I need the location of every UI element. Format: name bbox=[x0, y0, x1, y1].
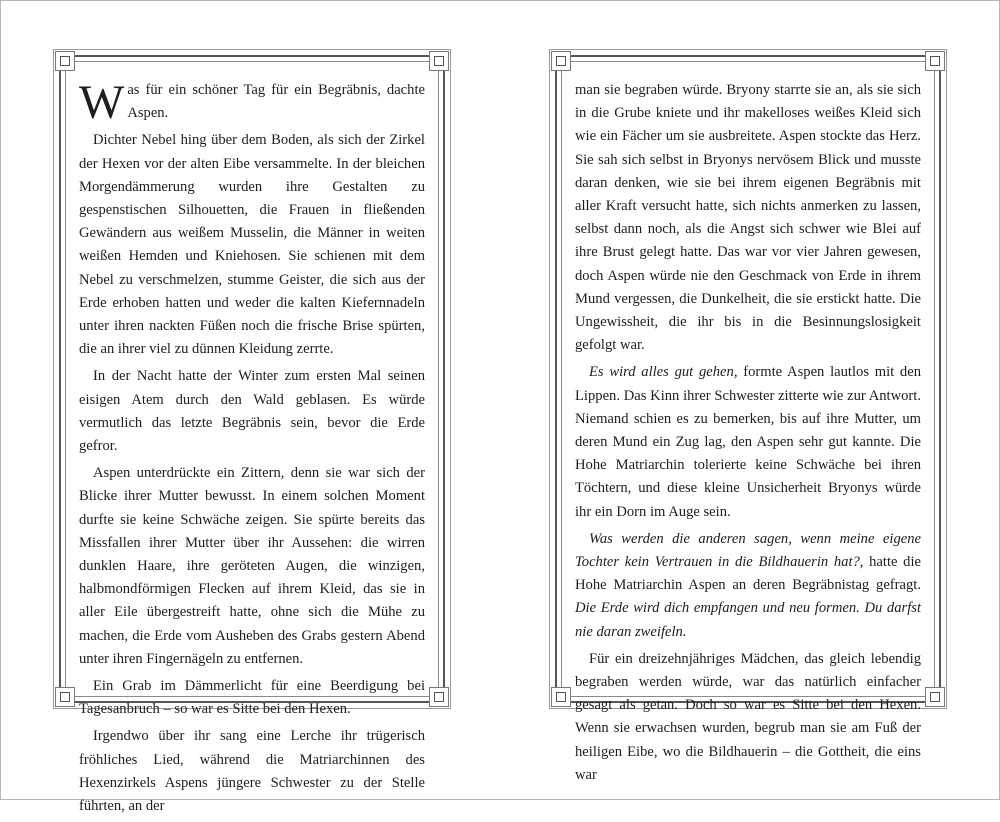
paragraph: Ein Grab im Dämmerlicht für eine Beerdigung bei Tagesanbruch – so war es Sitte bei den Hexen. bbox=[79, 678, 425, 718]
paragraph: Was werden die anderen sagen, wenn meine eigene Tochter kein Vertrauen in die Bildhauerin hat?, hatte die Hohe Matriarchin Aspen an deren Begräbnistag gefragt. Die Erde wird dich empfangen und neu formen. Du darfst nie daran zweifeln. bbox=[575, 530, 921, 640]
frame-corner-ornament bbox=[429, 687, 449, 707]
drop-cap: W bbox=[79, 76, 125, 129]
right-page-text bbox=[575, 79, 921, 791]
paragraph: Aspen unterdrückte ein Zittern, denn sie war sich der Blicke ihrer Mutter bewusst. In einem solchen Moment durfte sie keine Schwäche zeigen. Sie spürte bereits das Missfallen ihrer Mutter über ihr Aussehen: die wirren dunklen Haare, ihre geröteten Augen, die winzigen, halbmondförmigen Flecken auf ihrem Kleid, das sie in aller Eile übergestreift hatte, ohne sich die Mühe zu machen, die Erde vom Ausheben des Grabs gestern Abend unter ihren Fingernägeln zu entfernen. bbox=[79, 465, 425, 667]
right-page bbox=[549, 49, 947, 783]
paragraph: Was für ein schöner Tag für ein Begräbnis, dachte Aspen. bbox=[79, 76, 425, 129]
frame-corner-ornament bbox=[551, 687, 571, 707]
frame-corner-ornament bbox=[429, 51, 449, 71]
frame-corner-ornament bbox=[925, 51, 945, 71]
paragraph: Für ein dreizehnjähriges Mädchen, das gleich lebendig begraben werden würde, war das natürlich einfacher gesagt als getan. Doch so war es Sitte bei den Hexen. Wenn sie erwachsen wurden, begrub man sie am Fuß der heiligen Eibe, wo die Bildhauerin – die Gottheit, die eins war bbox=[575, 650, 921, 783]
frame-corner-ornament bbox=[551, 51, 571, 71]
paragraph: man sie begraben würde. Bryony starrte sie an, als sie sich in die Grube kniete und ihr makelloses weißes Kleid sich wie ein Fächer um sie ausbreitete. Aspen stockte das Herz. Sie sah sich selbst in Bryonys nervösem Blick und musste daran denken, wie sie bei ihrem eigenen Begräbnis mit aller Kraft versucht hatte, sich nichts anmerken zu lassen, selbst dann noch, als die Angst sich schwer wie Blei auf ihre Brust gelegt hatte. Das war vor vier Jahren gewesen, doch Aspen würde nie den Geschmack von Erde in ihrem Mund vergessen, die Dunkelheit, die sie erstickt hatte. Die Ungewissheit, die ihr bis in die Besinnungslosigkeit gefolgt war. bbox=[575, 82, 921, 354]
paragraph: Irgendwo über ihr sang eine Lerche ihr trügerisch fröhliches Lied, während die Matriarchinnen des Hexenzirkels Aspens jüngere Schwester zu der Stelle führten, an der bbox=[79, 728, 425, 815]
paragraph: Es wird alles gut gehen, formte Aspen lautlos mit den Lippen. Das Kinn ihrer Schwester zitterte wie zur Antwort. Niemand schien es zu bemerken, bis auf ihre Mutter, um deren Mund ein Zug lag, den Aspen sehr gut kannte. Die Hohe Matriarchin tolerierte keine Schwäche bei ihren Töchtern, und diese kleine Unsicherheit Bryonys würde ihr ein Dorn im Auge sein. bbox=[575, 364, 921, 520]
frame-corner-ornament bbox=[55, 687, 75, 707]
left-page-text bbox=[79, 76, 425, 822]
left-page bbox=[53, 49, 451, 815]
frame-corner-ornament bbox=[55, 51, 75, 71]
paragraph: In der Nacht hatte der Winter zum ersten Mal seinen eisigen Atem durch den Wald geblasen. Es würde vermutlich das letzte Begräbnis sein, bevor die Erde gefror. bbox=[79, 368, 425, 455]
paragraph: Dichter Nebel hing über dem Boden, als sich der Zirkel der Hexen vor der alten Eibe versammelte. In der bleichen Morgendämmerung wurden ihre Gestalten zu gespenstischen Silhouetten, die Frauen in fließenden Gewändern aus weißem Musselin, die Männer in weiten weißen Hemden und Kniehosen. Sie schienen mit dem Nebel zu verschmelzen, stumme Geister, die sich aus der Erde erhoben hatten und weder die kalten Kiefernnadeln unter ihren nackten Füßen noch die frische Brise spürten, die an ihrer viel zu dünnen Kleidung zerrte. bbox=[79, 132, 425, 358]
frame-corner-ornament bbox=[925, 687, 945, 707]
